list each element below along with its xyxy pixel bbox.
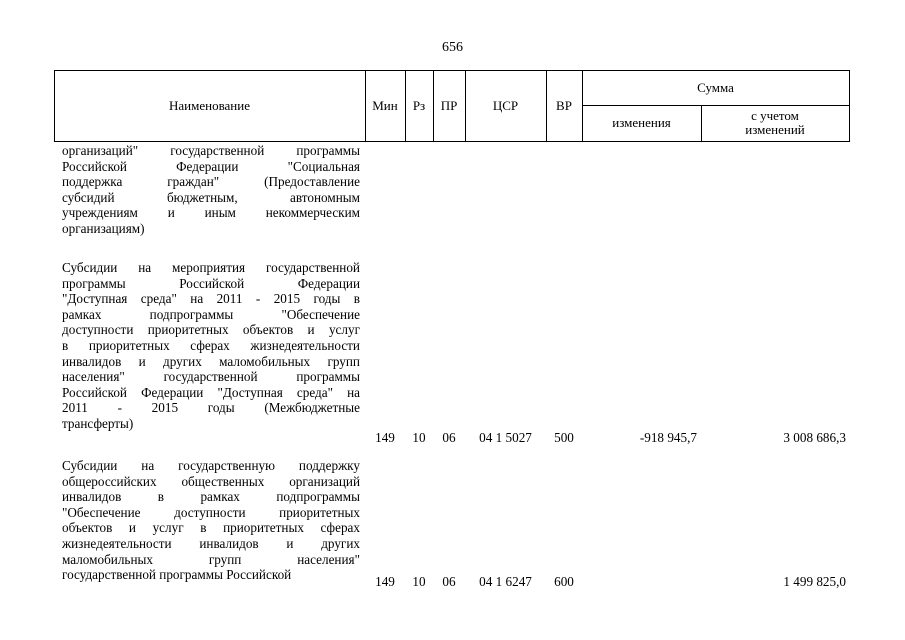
row-min: 149 (375, 574, 395, 589)
row-name-line: инвалидов в рамках подпрограммы (62, 489, 360, 505)
row-name-line: учреждениям и иным некоммерческим (62, 205, 360, 221)
row-name (62, 260, 360, 432)
row-name-line: "Доступная среда" на 2011 - 2015 годы в (62, 291, 360, 307)
row-name-line: трансферты) (62, 415, 134, 431)
row-name-line: населения" государственной программы (62, 369, 360, 385)
row-name-line: жизнедеятельности инвалидов и других (62, 535, 360, 551)
row-name-line: организаций" государственной программы (62, 143, 360, 158)
row-vr: 500 (554, 430, 574, 445)
row-name-line: Российской Федерации "Социальная (62, 158, 360, 174)
header-sum: Сумма (697, 79, 734, 95)
row-name-line: в приоритетных сферах жизнедеятельности (62, 337, 360, 353)
header-vr: ВР (556, 97, 572, 113)
row-name (62, 458, 360, 583)
header-min: Мин (372, 97, 398, 113)
row-total: 3 008 686,3 (783, 430, 846, 445)
row-name-line: 2011 - 2015 годы (Межбюджетные (62, 400, 360, 416)
row-pr: 06 (442, 574, 456, 589)
row-name-line: доступности приоритетных объектов и услуг (62, 322, 360, 338)
row-name-line: общероссийских общественных организаций (62, 473, 360, 489)
row-name-line: инвалидов и других маломобильных групп (62, 353, 360, 369)
row-rz: 10 (412, 430, 426, 445)
header-name: Наименование (169, 97, 250, 113)
header-rz: Рз (412, 97, 426, 113)
row-name-line: организациям) (62, 220, 145, 236)
row-name-line: субсидий бюджетным, автономным (62, 189, 360, 205)
row-name-line: маломобильных групп населения" (62, 551, 360, 567)
row-name-line: Субсидии на государственную поддержку (62, 458, 360, 473)
row-name-line: "Обеспечение доступности приоритетных (62, 504, 360, 520)
row-name-line: Субсидии на мероприятия государственной (62, 260, 360, 275)
row-name-line: объектов и услуг в приоритетных сферах (62, 520, 360, 536)
row-name-line: Российской Федерации "Доступная среда" на (62, 384, 360, 400)
table-header-bottom-border (54, 141, 850, 142)
row-total: 1 499 825,0 (783, 574, 846, 589)
row-name-line: программы Российской Федерации (62, 275, 360, 291)
row-name (62, 143, 360, 237)
row-csr: 04 1 6247 (479, 574, 532, 589)
row-csr: 04 1 5027 (479, 430, 532, 445)
header-with-change: с учетом изменений (745, 108, 805, 137)
row-vr: 600 (554, 574, 574, 589)
row-name-line: государственной программы Российской (62, 567, 292, 583)
header-pr: ПР (440, 97, 458, 113)
row-change: -918 945,7 (639, 430, 697, 445)
row-name-line: поддержка граждан" (Предоставление (62, 174, 360, 190)
table-border-right (849, 70, 850, 142)
row-name-line: рамках подпрограммы "Обеспечение (62, 306, 360, 322)
row-pr: 06 (442, 430, 456, 445)
header-csr: ЦСР (492, 97, 519, 113)
row-min: 149 (375, 430, 395, 445)
row-rz: 10 (412, 574, 426, 589)
header-change: изменения (612, 115, 671, 130)
page-number: 656 (442, 40, 463, 55)
